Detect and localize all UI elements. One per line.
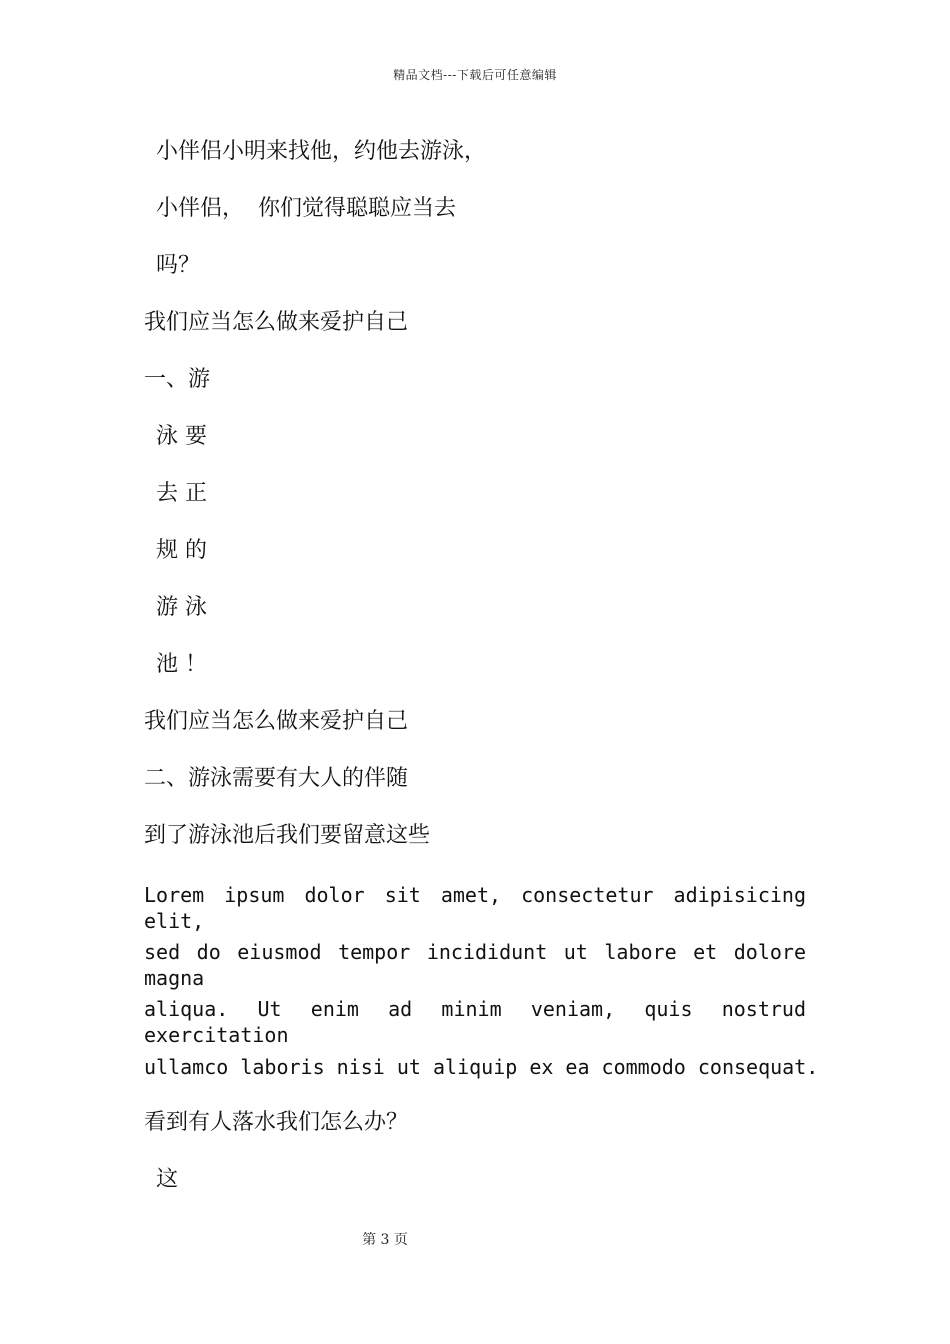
body-line: 规 的: [156, 538, 207, 563]
body-line: 这: [156, 1167, 179, 1192]
body-line: 泳 要: [156, 424, 207, 449]
body-line: 看到有人落水我们怎么办？: [144, 1110, 409, 1135]
body-line: 一、游: [144, 367, 211, 392]
body-line: 二、游泳需要有大人的伴随: [144, 766, 409, 791]
body-line: 吗？: [156, 253, 201, 278]
lorem-line: ullamco laboris nisi ut aliquip ex ea commodo consequat.: [144, 1055, 819, 1079]
page-number: 第 3 页: [362, 1232, 408, 1248]
body-line: 去 正: [156, 481, 207, 506]
body-line: 到了游泳池后我们要留意这些: [144, 823, 431, 848]
body-line: 小伴侣， 你们觉得聪聪应当去: [156, 196, 456, 221]
body-line: 游 泳: [156, 595, 207, 620]
lorem-line: Lorem ipsum dolor sit amet, consectetur adipisicing elit,: [144, 883, 806, 933]
lorem-line: aliqua. Ut enim ad minim veniam, quis nostrud exercitation: [144, 997, 806, 1047]
section-heading: 我们应当怎么做来爱护自己: [144, 310, 409, 335]
page-header: 精品文档---下载后可任意编辑: [393, 68, 557, 82]
body-line: 池 ！: [156, 652, 207, 677]
body-line: 小伴侣小明来找他，约他去游泳，: [156, 139, 487, 164]
section-heading: 我们应当怎么做来爱护自己: [144, 709, 409, 734]
lorem-line: sed do eiusmod tempor incididunt ut labore et dolore magna: [144, 940, 806, 990]
